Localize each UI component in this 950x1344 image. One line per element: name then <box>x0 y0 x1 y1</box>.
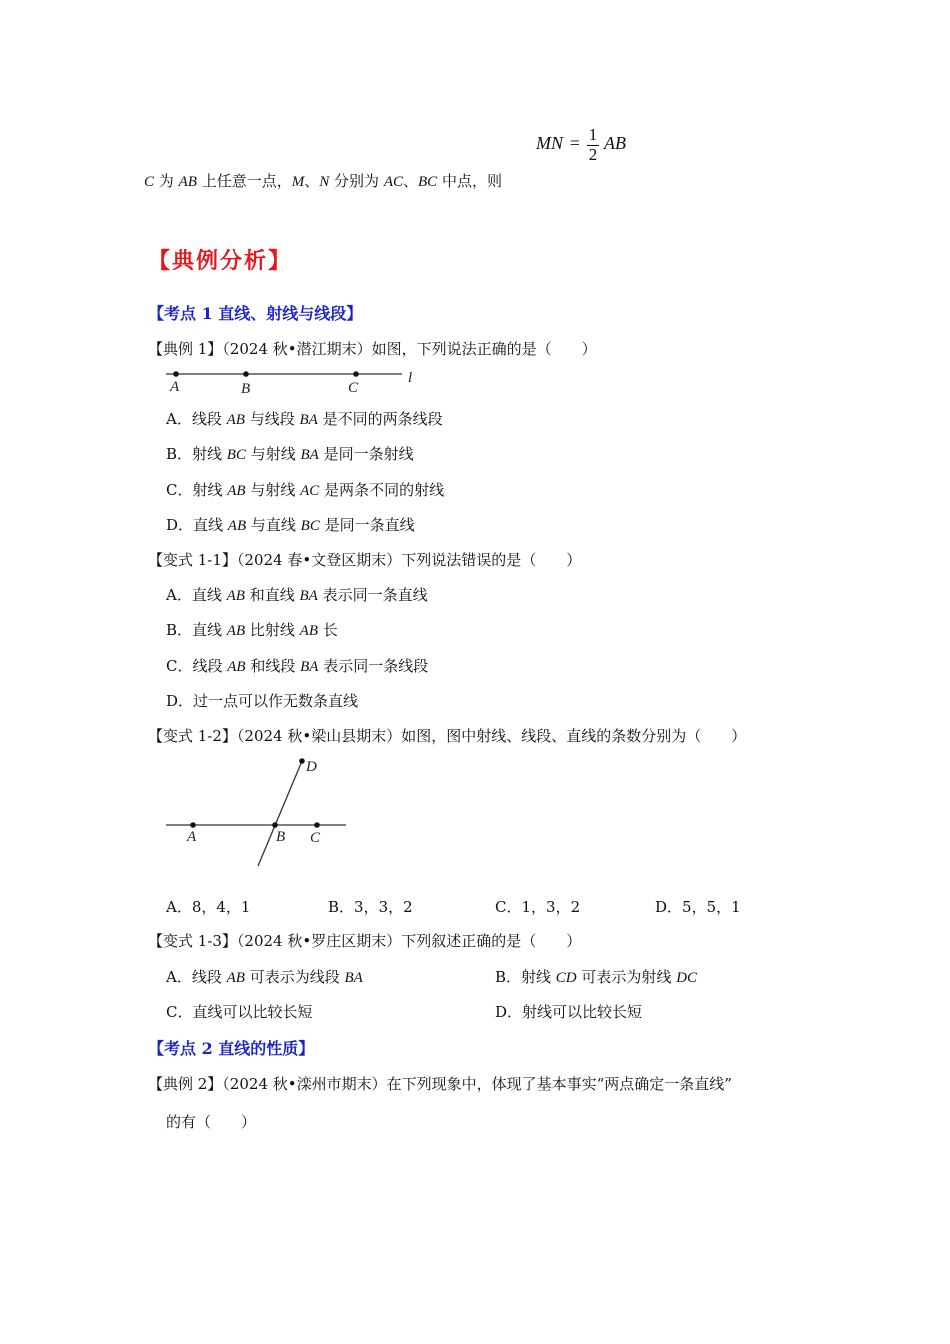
opt-var: AB <box>226 970 245 986</box>
opt-text: D．直线 <box>166 516 228 534</box>
label-c: C <box>310 830 321 846</box>
variant-1-3-question: 【变式 1-3】（2024 秋•罗庄区期末）下列叙述正确的是（ ） <box>148 932 582 950</box>
opt-text: 是不同的两条线段 <box>317 410 443 428</box>
example-2-question-line-2: 的有（ ） <box>166 1113 257 1131</box>
intro-segment-ac: AC <box>383 174 403 190</box>
variant-1-3-option-c: C．直线可以比较长短 <box>166 1003 313 1021</box>
formula-rhs: AB <box>604 133 626 154</box>
example-1-option-d <box>166 514 415 535</box>
intro-text-4: 分别为 <box>334 172 380 190</box>
opt-var: BA <box>299 588 318 604</box>
intro-point-c: C <box>144 174 155 190</box>
opt-var: BC <box>226 447 246 463</box>
example-1-figure <box>160 362 430 398</box>
opt-text: 比射线 <box>245 621 300 639</box>
opt-var: BA <box>300 659 319 675</box>
intro-segment-ab: AB <box>178 174 197 190</box>
variant-1-1-option-a <box>166 584 428 605</box>
point-d-dot <box>299 758 305 764</box>
opt-text: A．线段 <box>166 410 227 428</box>
opt-text: 与直线 <box>246 516 301 534</box>
example-1-option-c <box>166 479 444 500</box>
variant-1-3-option-a <box>166 966 363 987</box>
opt-text: B．射线 <box>495 968 556 986</box>
kaodian-1-heading: 【考点 1 直线、射线与线段】 <box>148 304 363 323</box>
opt-text: 可表示为线段 <box>244 968 345 986</box>
variant-1-2-option-c: C．1，3，2 <box>495 898 581 916</box>
label-a: A <box>170 379 180 395</box>
label-b: B <box>241 381 251 397</box>
opt-text: A．直线 <box>166 586 227 604</box>
opt-text: 是同一条直线 <box>319 516 415 534</box>
intro-text-1: 为 <box>158 172 174 190</box>
opt-var: AB <box>227 659 246 675</box>
variant-1-1-question: 【变式 1-1】（2024 春•文登区期末）下列说法错误的是（ ） <box>148 551 582 569</box>
opt-text: 表示同一条直线 <box>317 586 428 604</box>
formula-denominator: 2 <box>588 144 598 164</box>
kaodian-2-heading: 【考点 2 直线的性质】 <box>148 1039 315 1058</box>
variant-1-2-option-b: B．3，3，2 <box>328 898 413 916</box>
opt-var: BC <box>300 518 320 534</box>
point-b-dot <box>272 822 278 828</box>
variant-1-2-figure <box>160 752 360 872</box>
opt-text: 长 <box>318 621 338 639</box>
opt-text: B．直线 <box>166 621 227 639</box>
opt-text: 与射线 <box>245 481 301 499</box>
intro-text-6: 中点，则 <box>441 172 502 190</box>
opt-var: AC <box>300 483 320 499</box>
ray-bd <box>258 761 302 866</box>
opt-text: 与射线 <box>245 445 301 463</box>
formula-lhs: MN <box>536 133 563 154</box>
label-l: l <box>408 370 413 386</box>
opt-var: AB <box>299 623 318 639</box>
variant-1-1-option-b <box>166 619 338 640</box>
intro-text-3: 、 <box>304 172 320 190</box>
formula-mn <box>536 126 626 164</box>
variant-1-3-option-b <box>495 966 697 987</box>
opt-var: BA <box>300 447 319 463</box>
opt-text: 和线段 <box>245 657 301 675</box>
opt-var: DC <box>676 970 698 986</box>
formula-numerator: 1 <box>588 125 598 144</box>
intro-text-2: 上任意一点， <box>201 172 292 190</box>
variant-1-3-option-d: D．射线可以比较长短 <box>495 1003 643 1021</box>
variant-1-2-option-a: A．8，4，1 <box>166 898 251 916</box>
opt-text: A．线段 <box>166 968 227 986</box>
opt-var: AB <box>227 518 247 534</box>
example-2-question-line-1: 【典例 2】（2024 秋•滦州市期末）在下列现象中，体现了基本事实“两点确定一条直线” <box>148 1075 732 1093</box>
label-a: A <box>187 829 197 845</box>
formula-eq: = <box>569 133 580 154</box>
intro-point-n: N <box>319 174 330 190</box>
opt-text: 可表示为射线 <box>576 968 677 986</box>
opt-text: 表示同一条线段 <box>318 657 429 675</box>
example-1-option-b <box>166 443 414 464</box>
label-b: B <box>276 829 286 845</box>
opt-text: 是同一条射线 <box>318 445 414 463</box>
opt-text: C．射线 <box>166 481 228 499</box>
intro-line <box>144 170 502 191</box>
point-c-dot <box>353 371 359 377</box>
opt-var: CD <box>555 970 577 986</box>
opt-var: AB <box>226 623 246 639</box>
formula-fraction <box>587 126 600 164</box>
opt-text: 与线段 <box>244 410 300 428</box>
opt-text: 是两条不同的射线 <box>319 481 445 499</box>
opt-text: B．射线 <box>166 445 227 463</box>
example-1-question: 【典例 1】（2024 秋•潜江期末）如图，下列说法正确的是（ ） <box>148 340 597 358</box>
variant-1-1-option-d: D．过一点可以作无数条直线 <box>166 692 359 710</box>
label-c: C <box>348 380 359 396</box>
opt-var: BA <box>299 412 318 428</box>
opt-var: BA <box>344 970 363 986</box>
intro-segment-bc: BC <box>418 174 438 190</box>
opt-text: 和直线 <box>244 586 300 604</box>
intro-point-m: M <box>291 174 305 190</box>
point-b-dot <box>243 371 249 377</box>
opt-var: AB <box>226 412 245 428</box>
opt-var: AB <box>226 588 245 604</box>
label-d: D <box>306 759 317 775</box>
intro-text-5: 、 <box>403 172 419 190</box>
variant-1-1-option-c <box>166 655 428 676</box>
opt-var: AB <box>227 483 246 499</box>
variant-1-2-question: 【变式 1-2】（2024 秋•梁山县期末）如图，图中射线、线段、直线的条数分别为（ ） <box>148 727 747 745</box>
point-a-dot <box>173 371 179 377</box>
point-c-dot <box>314 822 320 828</box>
variant-1-2-option-d: D．5，5，1 <box>655 898 741 916</box>
section-title: 【典例分析】 <box>148 248 293 274</box>
example-1-option-a <box>166 408 443 429</box>
opt-text: C．线段 <box>166 657 228 675</box>
point-a-dot <box>190 822 196 828</box>
